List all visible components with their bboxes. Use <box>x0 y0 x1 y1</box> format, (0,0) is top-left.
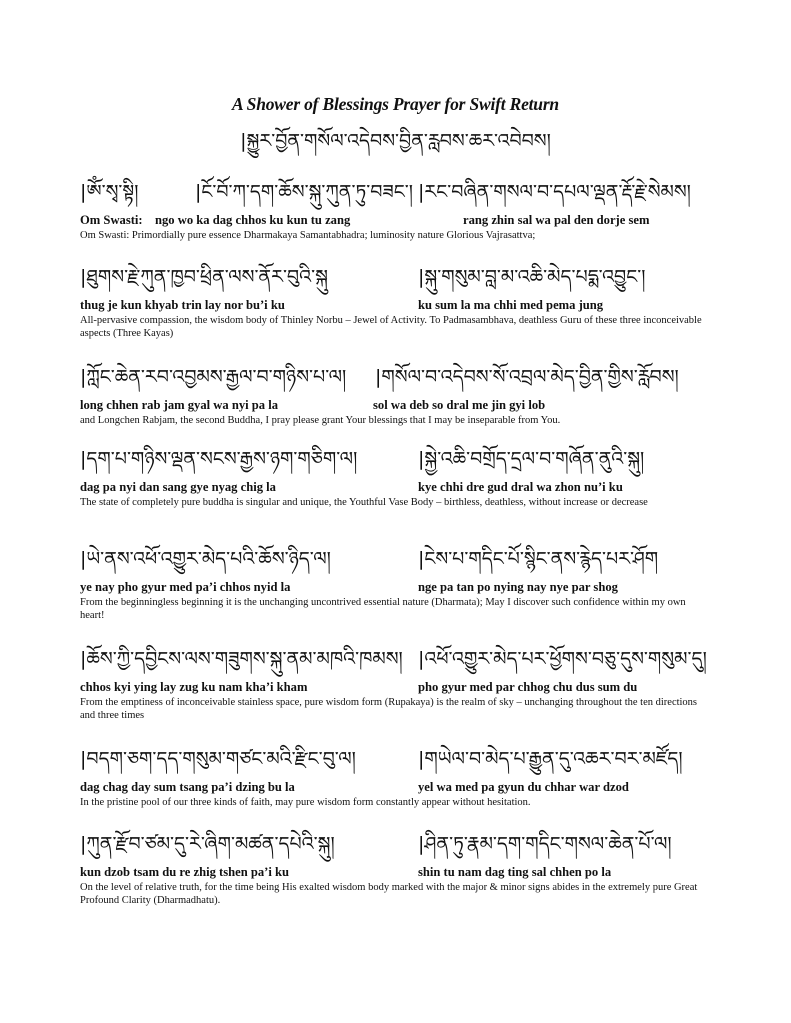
romanized-line: dag pa nyi dan sang gye nyag chig la <box>80 480 276 494</box>
translation: From the emptiness of inconceivable stainless space, pure wisdom form (Rupakaya) is the realm of sky – unchanging throughout the ten directions and three times <box>80 697 698 721</box>
tibetan-line: |ཡེ་ནས་འཕོ་འགྱུར་མེད་པའི་ཆོས་ཉིད་ལ། <box>80 548 331 570</box>
romanized-line: dag chag day sum tsang pa’i dzing bu la <box>80 780 295 794</box>
page-title-tibetan: |སྐྱུར་བྱོན་གསོལ་འདེབས་བྱིན་རླབས་ཆར་འབེབས། <box>240 130 551 152</box>
translation: The state of completely pure buddha is singular and unique, the Youthful Vase Body – birthless, deathless, without increase or decrease <box>80 497 648 508</box>
page-title: A Shower of Blessings Prayer for Swift Return <box>232 94 559 114</box>
romanized-line: ngo wo ka dag chhos ku kun tu zang <box>155 213 351 227</box>
romanized-line: thug je kun khyab trin lay nor bu’i ku <box>80 298 285 312</box>
romanized-line: Om Swasti: <box>80 213 143 227</box>
romanized-line: nge pa tan po nying nay nye par shog <box>418 580 618 594</box>
tibetan-line: |འཕོ་འགྱུར་མེད་པར་ཕྱོགས་བཅུ་དུས་གསུམ་དུ། <box>418 648 707 670</box>
verse <box>80 545 710 622</box>
translation: In the pristine pool of our three kinds of faith, may pure wisdom form constantly appear without hesitation. <box>80 797 531 808</box>
verse <box>80 445 710 509</box>
romanized-line: shin tu nam dag ting sal chhen po la <box>418 865 612 879</box>
tibetan-line: |ཀློང་ཆེན་རབ་འབྱམས་རྒྱལ་བ་གཉིས་པ་ལ། <box>80 366 347 388</box>
romanized-line: rang zhin sal wa pal den dorje sem <box>463 213 650 227</box>
verse <box>80 263 710 340</box>
tibetan-line: |ངོ་བོ་ཀ་དག་ཆོས་སྐུ་ཀུན་ཏུ་བཟང་། <box>195 181 413 203</box>
romanized-line: kye chhi dre gud dral wa zhon nu’i ku <box>418 480 623 494</box>
tibetan-line: |དག་པ་གཉིས་ལྡན་སངས་རྒྱས་ཉག་གཅིག་ལ། <box>80 448 358 470</box>
tibetan-line: |ཆོས་ཀྱི་དབྱིངས་ལས་གཟུགས་སྐུ་ནམ་མཁའི་ཁམས། <box>80 648 403 670</box>
tibetan-line: |སྐྱེ་འཆི་བགྲོད་དྲལ་བ་གཞོན་ནུའི་སྐུ། <box>418 448 645 470</box>
tibetan-line: |ཐུགས་རྗེ་ཀུན་ཁྱབ་ཕྲིན་ལས་ནོར་བུའི་སྐུ <box>80 266 328 288</box>
romanized-line: chhos kyi ying lay zug ku nam kha’i kham <box>80 680 308 694</box>
romanized-line: sol wa deb so dral me jin gyi lob <box>373 398 546 412</box>
tibetan-line: |ཤིན་ཏུ་རྣམ་དག་གདིང་གསལ་ཆེན་པོ་ལ། <box>418 833 672 855</box>
romanized-line: long chhen rab jam gyal wa nyi pa la <box>80 398 279 412</box>
verse <box>80 178 710 242</box>
romanized-line: kun dzob tsam du re zhig tshen pa’i ku <box>80 865 290 879</box>
tibetan-line: |ངེས་པ་གདིང་པོ་སྙིང་ནས་རྙེད་པར་ཤོག <box>418 548 659 570</box>
romanized-line: pho gyur med par chhog chu dus sum du <box>418 680 638 694</box>
tibetan-line: |བདག་ཅག་དད་གསུམ་གཙང་མའི་རྫིང་བུ་ལ། <box>80 748 356 770</box>
verse <box>80 645 710 722</box>
tibetan-line: |རང་བཞིན་གསལ་བ་དཔལ་ལྡན་རྡོ་རྗེ་སེམས། <box>418 181 691 203</box>
tibetan-line: |གསོལ་བ་འདེབས་སོ་འབྲལ་མེད་བྱིན་གྱིས་རློབས། <box>375 366 679 388</box>
romanized-line: ye nay pho gyur med pa’i chhos nyid la <box>80 580 291 594</box>
translation: From the beginningless beginning it is the unchanging uncontrived essential nature (Dharmata); May I discover such confidence within my own heart! <box>80 597 686 621</box>
tibetan-line: |ཨོཾ་སྭ་སྟི། <box>80 181 139 203</box>
verse <box>80 830 710 907</box>
translation: On the level of relative truth, for the time being His exalted wisdom body marked with the major & minor signs abides in the extremely pure Great Profound Clarity (Dharmadhatu). <box>80 882 698 906</box>
tibetan-line: |གཡེལ་བ་མེད་པ་རྒྱུན་དུ་འཆར་བར་མཛོད། <box>418 748 683 770</box>
translation: All-pervasive compassion, the wisdom body of Thinley Norbu – Jewel of Activity. To Padmasambhava, deathless Guru of these three inconceivable aspects (Three Kayas) <box>80 315 702 339</box>
translation: and Longchen Rabjam, the second Buddha, I pray please grant Your blessings that I may be inseparable from You. <box>80 415 561 426</box>
tibetan-line: |སྐུ་གསུམ་བླ་མ་འཆི་མེད་པདྨ་འབྱུང་། <box>418 266 646 288</box>
verse <box>80 363 710 427</box>
translation: Om Swasti: Primordially pure essence Dharmakaya Samantabhadra; luminosity nature Glorious Vajrasattva; <box>80 230 536 241</box>
tibetan-line: |ཀུན་རྫོབ་ཙམ་དུ་རེ་ཞིག་མཚན་དཔེའི་སྐུ། <box>80 833 335 855</box>
verse <box>80 745 710 809</box>
romanized-line: ku sum la ma chhi med pema jung <box>418 298 604 312</box>
romanized-line: yel wa med pa gyun du chhar war dzod <box>418 780 629 794</box>
